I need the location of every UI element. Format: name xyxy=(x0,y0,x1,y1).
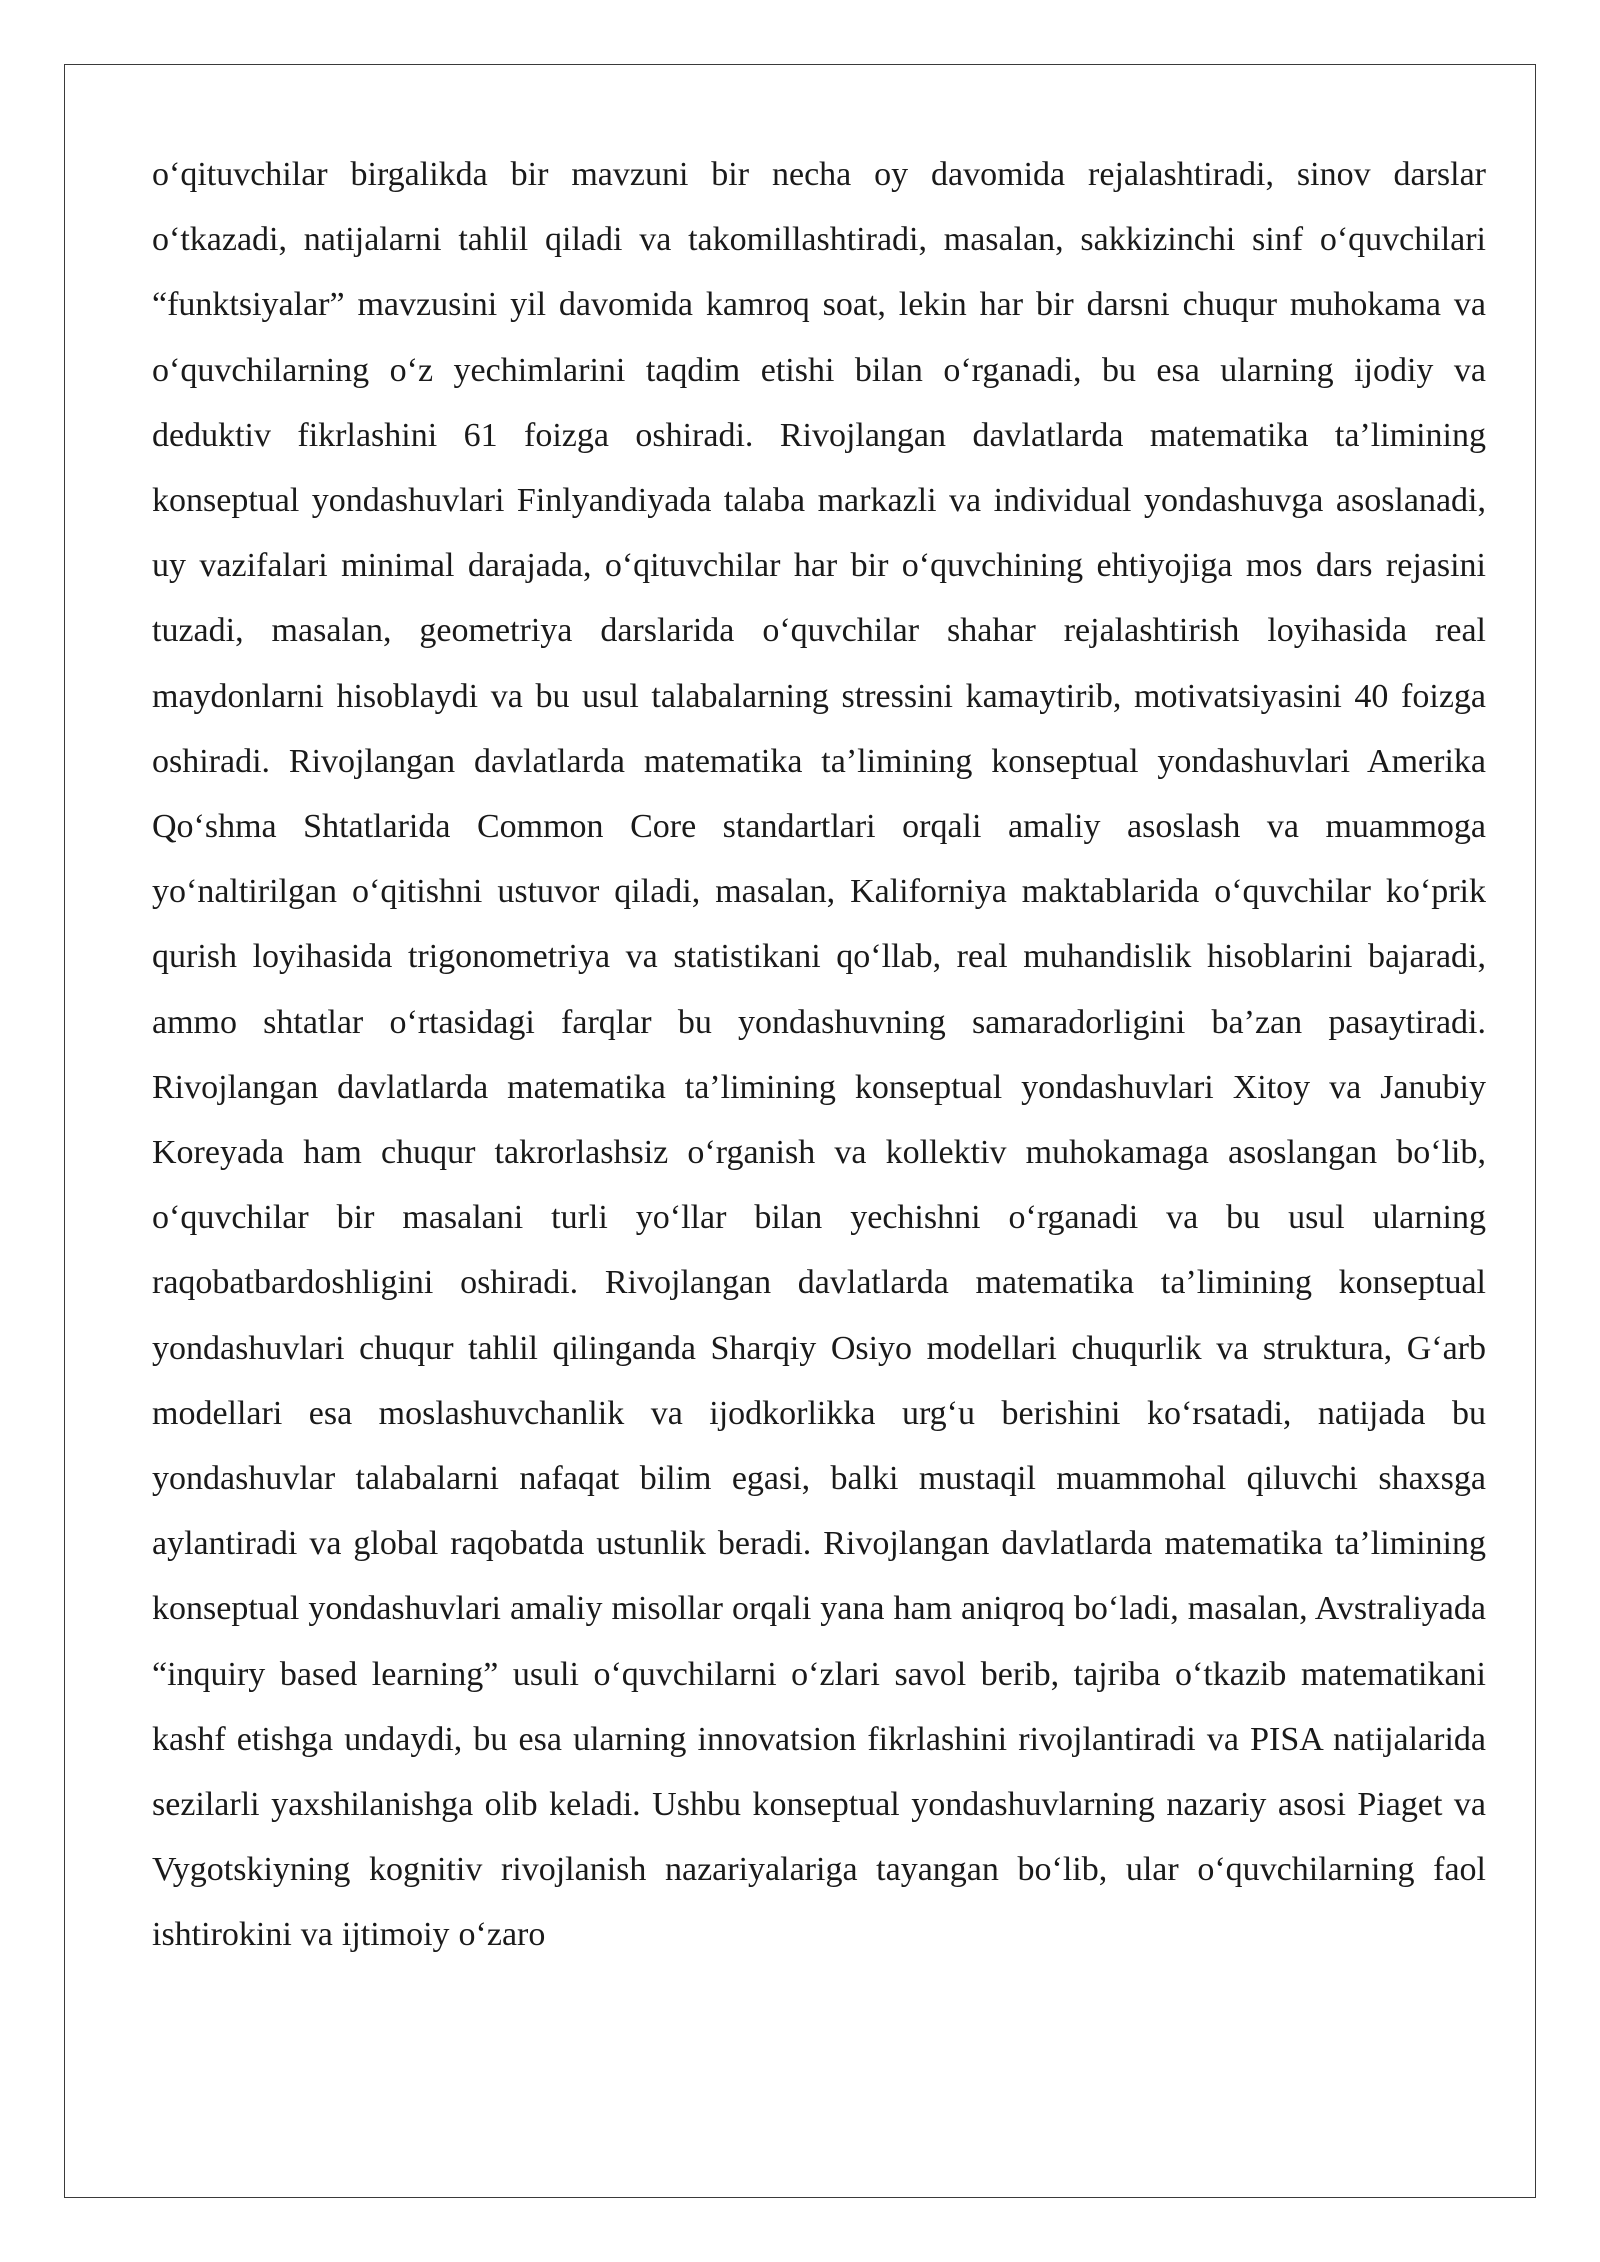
body-paragraph: o‘qituvchilar birgalikda bir mavzuni bir necha oy davomida rejalashtiradi, sinov darslar o‘tkazadi, natijalarni tahlil qiladi va takomillashtiradi, masalan, sakkizinchi sinf o‘quvchilari “funktsiyalar” mavzusini yil davomida kamroq soat, lekin har bir darsni chuqur muhokama va o‘quvchilarning o‘z yechimlarini taqdim etishi bilan o‘rganadi, bu esa ularning ijodiy va deduktiv fikrlashini 61 foizga oshiradi. Rivojlangan davlatlarda matematika ta’limining konseptual yondashuvlari Finlyandiyada talaba markazli va individual yondashuvga asoslanadi, uy vazifalari minimal darajada, o‘qituvchilar har bir o‘quvchining ehtiyojiga mos dars rejasini tuzadi, masalan, geometriya darslarida o‘quvchilar shahar rejalashtirish loyihasida real maydonlarni hisoblaydi va bu usul talabalarning stressini kamaytirib, motivatsiyasini 40 foizga oshiradi. Rivojlangan davlatlarda matematika ta’limining konseptual yondashuvlari Amerika Qo‘shma Shtatlarida Common Core standartlari orqali amaliy asoslash va muammoga yo‘naltirilgan o‘qitishni ustuvor qiladi, masalan, Kaliforniya maktablarida o‘quvchilar ko‘prik qurish loyihasida trigonometriya va statistikani qo‘llab, real muhandislik hisoblarini bajaradi, ammo shtatlar o‘rtasidagi farqlar bu yondashuvning samaradorligini ba’zan pasaytiradi. Rivojlangan davlatlarda matematika ta’limining konseptual yondashuvlari Xitoy va Janubiy Koreyada ham chuqur takrorlashsiz o‘rganish va kollektiv muhokamaga asoslangan bo‘lib, o‘quvchilar bir masalani turli yo‘llar bilan yechishni o‘rganadi va bu usul ularning raqobatbardoshligini oshiradi. Rivojlangan davlatlarda matematika ta’limining konseptual yondashuvlari chuqur tahlil qilinganda Sharqiy Osiyo modellari chuqurlik va struktura, G‘arb modellari esa moslashuvchanlik va ijodkorlikka urg‘u berishini ko‘rsatadi, natijada bu yondashuvlar talabalarni nafaqat bilim egasi, balki mustaqil muammohal qiluvchi shaxsga aylantiradi va global raqobatda ustunlik beradi. Rivojlangan davlatlarda matematika ta’limining konseptual yondashuvlari amaliy misollar orqali yana ham aniqroq bo‘ladi, masalan, Avstraliyada “inquiry based learning” usuli o‘quvchilarni o‘zlari savol berib, tajriba o‘tkazib matematikani kashf etishga undaydi, bu esa ularning innovatsion fikrlashini rivojlantiradi va PISA natijalarida sezilarli yaxshilanishga olib keladi. Ushbu konseptual yondashuvlarning nazariy asosi Piaget va Vygotskiyning kognitiv rivojlanish nazariyalariga tayangan bo‘lib, ular o‘quvchilarning faol ishtirokini va ijtimoiy o‘zaro xyxy=(152,156,1486,1954)
